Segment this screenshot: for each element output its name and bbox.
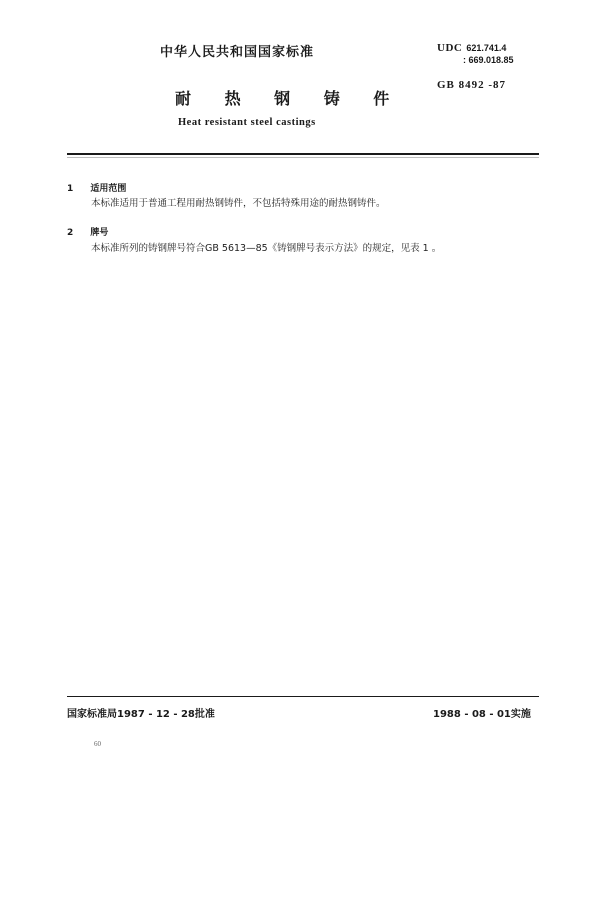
document-title-chinese: 耐 热 钢 铸 件 bbox=[175, 89, 404, 108]
udc-classification bbox=[437, 42, 514, 66]
udc-code-primary: 621.741.4 bbox=[466, 43, 507, 53]
section-2-heading bbox=[67, 220, 108, 239]
section-1-paragraph: 本标准适用于普通工程用耐热钢铸件，不包括特殊用途的耐热钢铸件。 bbox=[91, 198, 386, 209]
section-2-paragraph: 本标准所列的铸钢牌号符合GB 5613—85《铸钢牌号表示方法》的规定，见表 1 。 bbox=[91, 243, 442, 254]
document-title-english: Heat resistant steel castings bbox=[178, 117, 316, 128]
section-1-heading bbox=[67, 176, 126, 195]
implementation-date: 1988 - 08 - 01实施 bbox=[433, 709, 531, 720]
page-number: 60 bbox=[94, 740, 101, 748]
section-number: 1 bbox=[67, 184, 74, 194]
approval-date: 国家标准局1987 - 12 - 28批准 bbox=[67, 709, 215, 720]
udc-label: UDC bbox=[437, 42, 463, 54]
national-standard-heading: 中华人民共和国国家标准 bbox=[160, 45, 315, 60]
udc-code-secondary: : 669.018.85 bbox=[463, 55, 514, 65]
gb-standard-code: GB 8492 -87 bbox=[437, 79, 507, 91]
section-title: 牌号 bbox=[90, 228, 109, 238]
header-divider bbox=[67, 153, 539, 155]
header-divider-thin bbox=[67, 157, 539, 158]
footer-divider bbox=[67, 696, 539, 697]
section-title: 适用范围 bbox=[90, 184, 127, 194]
section-number: 2 bbox=[67, 228, 74, 238]
